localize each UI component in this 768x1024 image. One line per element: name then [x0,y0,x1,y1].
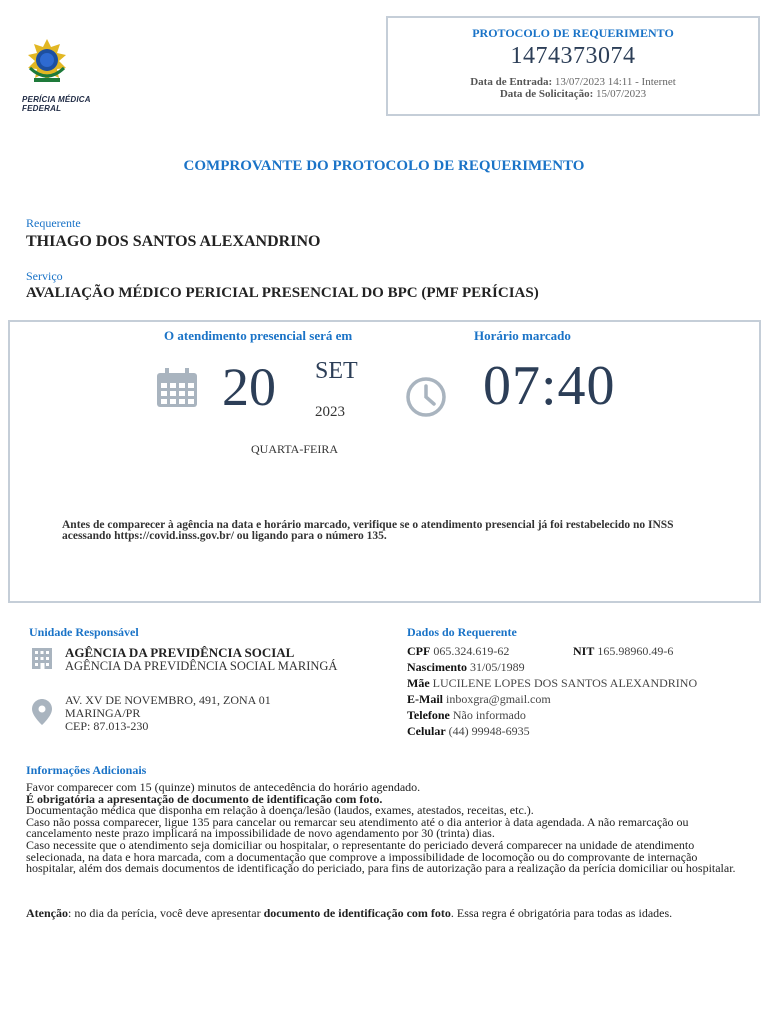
service-label: Serviço [26,269,63,283]
requester-name: THIAGO DOS SANTOS ALEXANDRINO [26,233,321,250]
appointment-weekday: QUARTA-FEIRA [251,442,338,456]
info-line-4: Caso não possa comparecer, ligue 135 para cancelar ou remarcar seu atendimento até o dia anterior à data agendada. A não remarcação ou cancelamento neste prazo implicará na impossibilidade de novo agendamento por 30 (trinta) dias. [26,814,689,841]
mother-value: LUCILENE LOPES DOS SANTOS ALEXANDRINO [432,676,698,690]
requester-data-label: Dados do Requerente [407,625,517,639]
entry-date-value: 13/07/2023 14:11 - Internet [554,76,676,88]
date-heading: O atendimento presencial será em [164,328,353,343]
phone-value: Não informado [452,708,526,722]
document-title: COMPROVANTE DO PROTOCOLO DE REQUERIMENTO [183,158,585,174]
entry-date [388,76,758,88]
additional-info [26,782,746,875]
mother-row [407,675,762,691]
address-line-2: MARINGA/PR [65,706,141,720]
calendar-icon [156,368,198,408]
pmf-logo [22,38,122,113]
location-pin-icon [32,699,52,725]
nit-label: NIT [573,644,595,658]
cpf-value: 065.324.619-62 [433,644,510,658]
protocol-title: PROTOCOLO DE REQUERIMENTO [472,26,674,40]
unit-subname: AGÊNCIA DA PREVIDÊNCIA SOCIAL MARINGÁ [65,659,338,673]
phone-label: Telefone [407,708,450,722]
protocol-number: 1474373074 [510,43,636,69]
address-line-1: AV. XV DE NOVEMBRO, 491, ZONA 01 [65,693,271,707]
birth-row [407,659,762,675]
requester-label: Requerente [26,216,81,230]
email-value: inboxgra@gmail.com [446,692,551,706]
clock-icon [405,376,447,418]
protocol-box [386,16,760,116]
mother-label: Mãe [407,676,430,690]
email-row [407,691,762,707]
appointment-year: 2023 [315,404,345,420]
attention-text-2: . Essa regra é obrigatória para todas as idades. [450,906,673,920]
info-line-1: Favor comparecer com 15 (quinze) minutos de antecedência do horário agendado. [26,780,421,794]
mobile-label: Celular [407,724,446,738]
attention-note [26,906,746,921]
appointment-month: SET [315,358,358,384]
cpf-label: CPF [407,644,431,658]
time-heading: Horário marcado [474,328,571,343]
covid-notice: Antes de comparecer à agência na data e horário marcado, verifique se o atendimento presencial já foi restabelecido no INSS acessando https://covid.inss.gov.br/ ou ligando para o número 135. [62,519,674,542]
info-line-3: Documentação médica que disponha em relação à doença/lesão (laudos, exames, atestados, receitas, etc.). [26,803,534,818]
attention-label: Atenção [26,906,68,920]
request-date [388,88,758,100]
email-label: E-Mail [407,692,443,706]
address-line-3: CEP: 87.013-230 [65,719,149,733]
unit-address [65,694,271,733]
appointment-box [8,320,761,603]
attention-bold: documento de identificação com foto [263,906,451,920]
birth-value: 31/05/1989 [470,660,525,674]
nit-group [573,643,673,659]
requester-data [407,643,762,739]
phone-row [407,707,762,723]
info-line-2: É obrigatória a apresentação de documento de identificação com foto. [26,791,383,806]
birth-label: Nascimento [407,660,467,674]
request-date-label: Data de Solicitação: [499,88,594,100]
service-name: AVALIAÇÃO MÉDICO PERICIAL PRESENCIAL DO BPC (PMF PERÍCIAS) [26,285,539,301]
nit-value: 165.98960.49-6 [597,644,674,658]
logo-caption: PERÍCIA MÉDICA FEDERAL [22,95,91,113]
mobile-row [407,723,762,739]
cpf-row [407,643,762,659]
additional-info-label: Informações Adicionais [26,763,147,777]
entry-date-label: Data de Entrada: [470,76,553,88]
info-line-5: Caso necessite que o atendimento seja domiciliar ou hospitalar, o representante do periciado deverá comparecer na unidade de atendimento selecionada, na data e hora marcada, com a documentação que comprove a impossibilidade de locomoção ou do comprovante de internação hospitalar, além dos demais documentos de identificação do periciado, para fins de autorização para a realização da perícia domiciliar ou hospitalar. [26,837,736,876]
brazil-coat-of-arms-icon [22,38,72,86]
appointment-day: 20 [222,357,276,417]
request-date-value: 15/07/2023 [596,88,647,100]
appointment-time: 07:40 [483,355,616,417]
building-icon [31,647,53,669]
unit-label: Unidade Responsável [29,625,139,639]
attention-text-1: : no dia da perícia, você deve apresentar [68,906,264,920]
mobile-value: (44) 99948-6935 [448,724,530,738]
unit-name: AGÊNCIA DA PREVIDÊNCIA SOCIAL [65,645,295,660]
